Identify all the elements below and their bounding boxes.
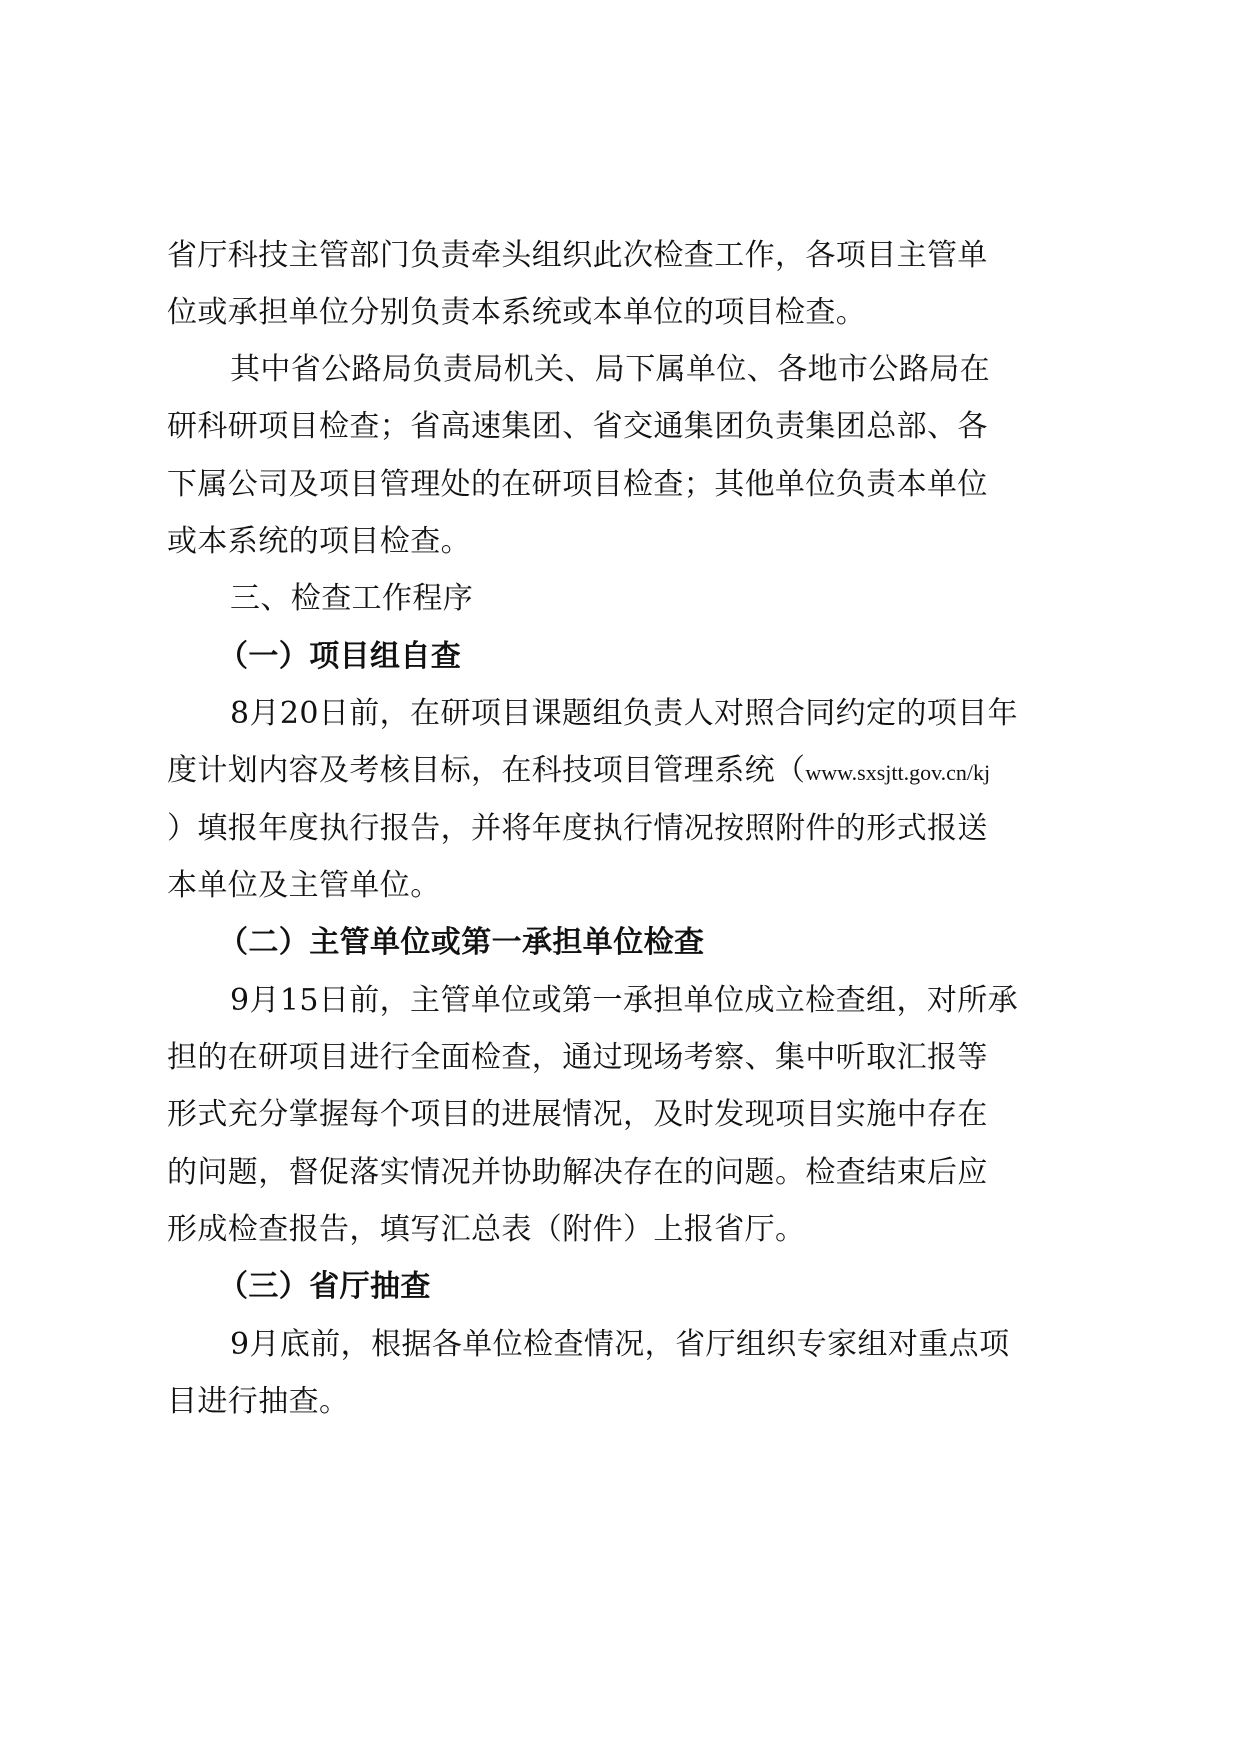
subsection-heading: （三）省厅抽查	[218, 1269, 431, 1304]
paragraph-line	[167, 751, 990, 793]
subsection-heading: （一）项目组自查	[218, 639, 462, 674]
paragraph-line: 其中省公路局负责局机关、局下属单位、各地市公路局在	[230, 352, 990, 387]
paragraph-line: ）填报年度执行报告，并将年度执行情况按照附件的形式报送	[167, 811, 988, 846]
system-url: www.sxsjtt.gov.cn/kj	[805, 760, 991, 785]
paragraph-line: 研科研项目检查；省高速集团、省交通集团负责集团总部、各	[167, 409, 988, 444]
paragraph-line: 的问题，督促落实情况并协助解决存在的问题。检查结束后应	[167, 1155, 988, 1190]
paragraph-line: 9月15日前，主管单位或第一承担单位成立检查组，对所承	[230, 983, 1019, 1018]
section-heading: 三、检查工作程序	[230, 581, 474, 616]
paragraph-line: 本单位及主管单位。	[167, 868, 441, 903]
paragraph-line: 担的在研项目进行全面检查，通过现场考察、集中听取汇报等	[167, 1040, 988, 1075]
paragraph-line: 省厅科技主管部门负责牵头组织此次检查工作，各项目主管单	[167, 238, 988, 273]
paragraph-line: 形成检查报告，填写汇总表（附件）上报省厅。	[167, 1212, 806, 1247]
paragraph-line: 9月底前，根据各单位检查情况，省厅组织专家组对重点项	[230, 1327, 1010, 1362]
paragraph-text: 度计划内容及考核目标，在科技项目管理系统（	[167, 753, 806, 788]
paragraph-line: 下属公司及项目管理处的在研项目检查；其他单位负责本单位	[167, 467, 988, 502]
paragraph-line: 位或承担单位分别负责本系统或本单位的项目检查。	[167, 295, 867, 330]
paragraph-line: 目进行抽查。	[167, 1384, 350, 1419]
paragraph-line: 或本系统的项目检查。	[167, 524, 471, 559]
paragraph-line: 8月20日前，在研项目课题组负责人对照合同约定的项目年	[230, 696, 1019, 731]
subsection-heading: （二）主管单位或第一承担单位检查	[218, 925, 705, 960]
paragraph-line: 形式充分掌握每个项目的进展情况，及时发现项目实施中存在	[167, 1097, 988, 1132]
